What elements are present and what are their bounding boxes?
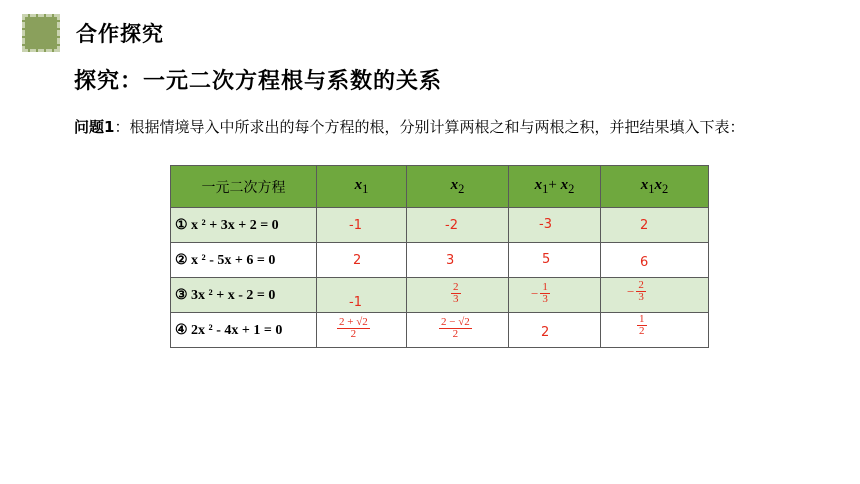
fraction-denominator: 2	[350, 328, 357, 340]
x1-value: -1	[349, 295, 362, 310]
minus-sign: −	[531, 285, 539, 301]
x1-cell	[317, 243, 407, 278]
table-row	[171, 208, 709, 243]
fraction-numerator: 2	[453, 281, 459, 293]
sum-value: 5	[542, 252, 551, 267]
sum-cell	[509, 313, 601, 348]
header-x2: $x_2$	[407, 166, 509, 208]
equation-cell: ④ 2x ² - 4x + 1 = 0	[171, 313, 317, 348]
equation-cell: ② x ² - 5x + 6 = 0	[171, 243, 317, 278]
x2-fraction	[451, 282, 461, 305]
section-logo	[22, 14, 60, 52]
fraction-denominator: 3	[453, 293, 459, 305]
x2-value: 3	[446, 253, 455, 268]
x1-cell	[317, 313, 407, 348]
fraction-numerator: 2 + √2	[339, 316, 368, 328]
x2-fraction	[439, 317, 472, 340]
x1-value: 2	[353, 253, 362, 268]
product-cell	[601, 208, 709, 243]
minus-sign: −	[627, 283, 635, 299]
fraction-numerator: 2 − √2	[441, 316, 470, 328]
x2-value: -2	[445, 218, 458, 233]
header-product: $x_1x_2$	[601, 166, 709, 208]
product-value: 6	[640, 255, 649, 270]
sum-cell	[509, 208, 601, 243]
sum-value: 2	[541, 325, 550, 340]
product-fraction	[637, 314, 647, 337]
roots-table	[170, 165, 709, 348]
header-sum: $x_1+ x_2$	[509, 166, 601, 208]
sum-cell	[509, 278, 601, 313]
sum-fraction	[531, 282, 550, 305]
fraction-denominator: 2	[639, 325, 645, 337]
page-title: 探究：一元二次方程根与系数的关系	[74, 69, 443, 94]
header-x1: $x_1$	[317, 166, 407, 208]
product-cell	[601, 313, 709, 348]
product-value: 2	[640, 218, 649, 233]
question-paragraph	[74, 112, 804, 142]
fraction-denominator: 3	[542, 293, 548, 305]
x1-fraction	[337, 317, 370, 340]
product-cell	[601, 243, 709, 278]
question-label: 问题1	[74, 118, 115, 136]
section-title: 合作探究	[76, 22, 164, 46]
sum-value: -3	[539, 217, 552, 232]
table-row	[171, 278, 709, 313]
table-row	[171, 313, 709, 348]
fraction-numerator: 2	[638, 279, 644, 291]
table-header-row	[171, 166, 709, 208]
fraction-denominator: 3	[638, 291, 644, 303]
x1-cell	[317, 278, 407, 313]
x2-cell	[407, 278, 509, 313]
x2-cell	[407, 243, 509, 278]
x2-cell	[407, 208, 509, 243]
sum-cell	[509, 243, 601, 278]
product-fraction	[627, 280, 646, 303]
x2-cell	[407, 313, 509, 348]
fraction-denominator: 2	[452, 328, 459, 340]
fraction-numerator: 1	[542, 281, 548, 293]
x1-cell	[317, 208, 407, 243]
equation-cell: ③ 3x ² + x - 2 = 0	[171, 278, 317, 313]
header-equation: 一元二次方程	[171, 166, 317, 208]
table-row	[171, 243, 709, 278]
equation-cell: ① x ² + 3x + 2 = 0	[171, 208, 317, 243]
fraction-numerator: 1	[639, 313, 645, 325]
product-cell	[601, 278, 709, 313]
question-text: ：根据情境导入中所求出的每个方程的根，分别计算两根之和与两根之积，并把结果填入下表：	[114, 118, 745, 136]
x1-value: -1	[349, 218, 362, 233]
